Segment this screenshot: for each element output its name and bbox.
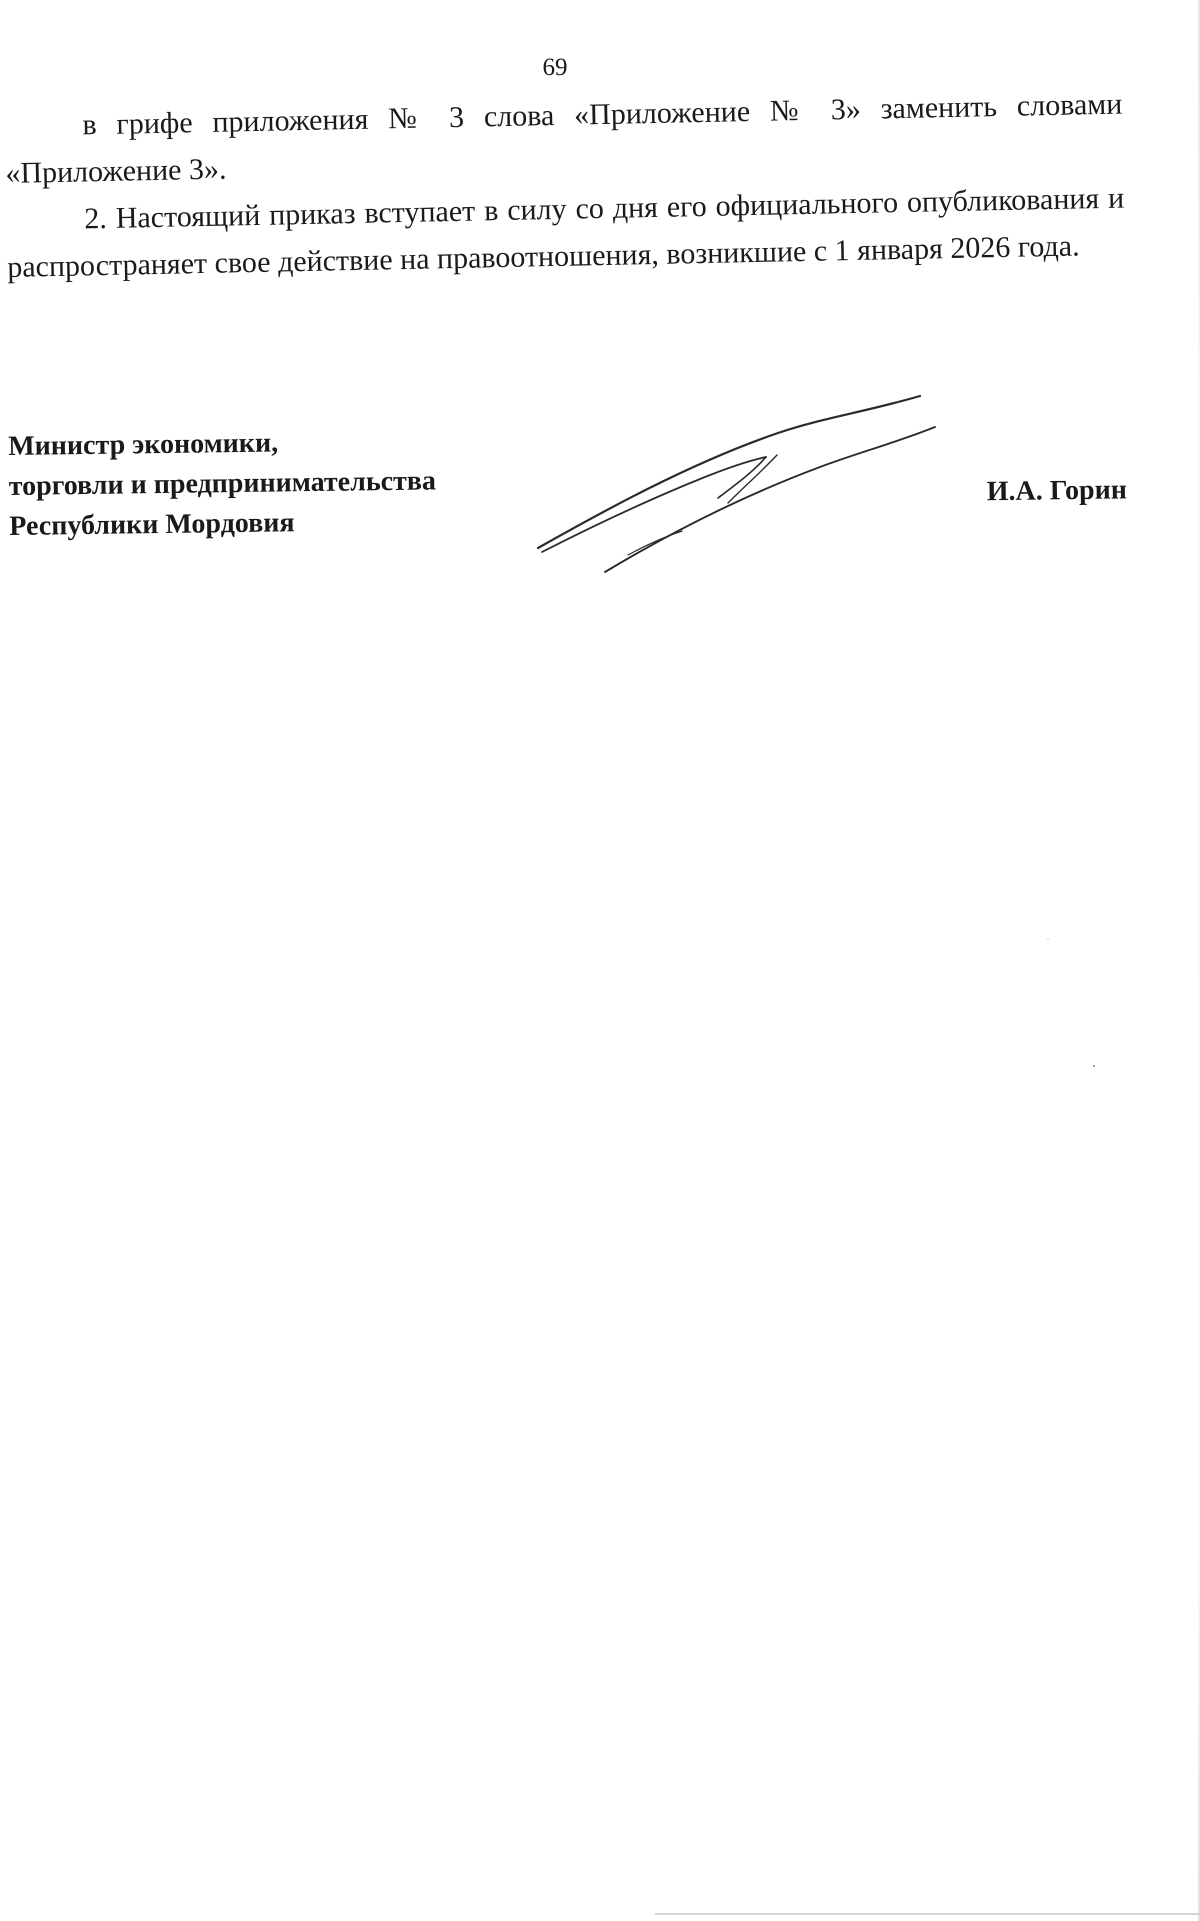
paragraph-annex-stamp: в грифе приложения № 3 слова «Приложение № 3» заменить словами «Приложение 3». (5, 87, 1123, 190)
position-line: Министр экономики, (8, 427, 279, 462)
scan-edge-bottom (655, 1913, 1200, 1915)
paragraph-effective-date: 2. Настоящий приказ вступает в силу со дня его официального опубликования и распространяет свое действие на правоотношения, возникшие с 1 января 2026 года. (6, 181, 1125, 284)
position-line: Республики Мордовия (9, 507, 295, 542)
scan-speck (1047, 938, 1049, 940)
page-number: 69 (542, 54, 568, 81)
signatory-name: И.А. Горин (986, 474, 1128, 508)
handwritten-signature-icon (530, 385, 950, 585)
scan-speck (1093, 1065, 1095, 1067)
signatory-position (8, 420, 550, 547)
position-line: торговли и предпринимательства (8, 465, 437, 502)
document-body (4, 81, 1126, 291)
